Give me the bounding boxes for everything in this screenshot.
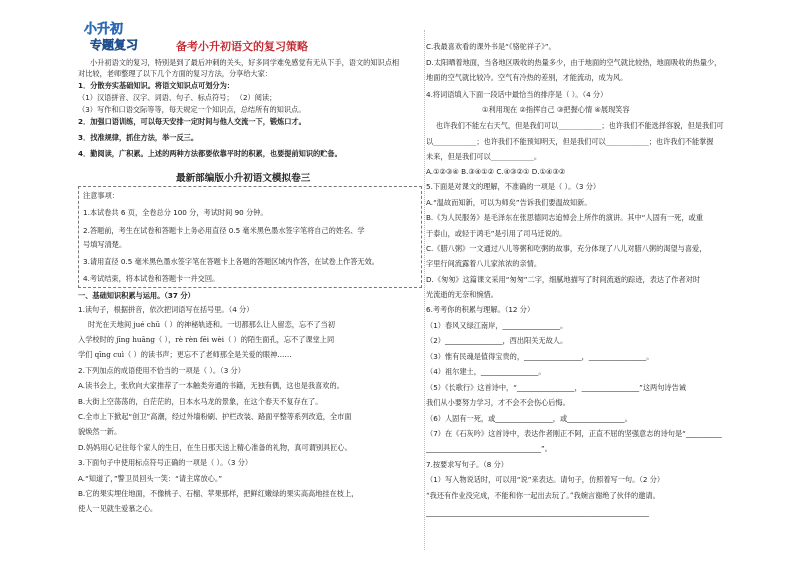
question-line: （1）写入物说话时，可以用“说”来表达。请句子，仿照着写一句。（2 分）	[426, 475, 665, 484]
question-line: 4.将词语填入下面一段话中最恰当的排序是（ ）。（4 分）	[426, 90, 608, 99]
question-line: 6.考考你的积累与理解。（12 分）	[426, 305, 535, 314]
question-line: 于泰山，或轻于鸿毛”是引用了司马迁说的。	[426, 229, 567, 238]
question-line: B.它的果实埋住地面，不像桃子、石榴、苹果那样，把鲜红嫩绿的果实高高地挂在枝上，	[78, 489, 359, 498]
question-line: 入学校时的 jīng huāng（ ），rè rèn fēi wèi（ ）的陌生面孔，忘不了课堂上同	[78, 335, 335, 344]
question-line: 字里行间流露着八儿家浓浓的亲情。	[426, 259, 542, 268]
strategy-line: 1．分散夯实基础知识。将语文知识点可划分为：	[78, 81, 234, 90]
notice-title: 注意事项：	[83, 191, 119, 200]
question-line: ①利用现在 ②指挥自己 ③把握心情 ④展现笑容	[482, 105, 630, 114]
question-line: （6）人固有一死，或________________，或________________。	[426, 414, 632, 423]
question-line: D.妈妈用心记住每个家人的生日，在生日那天送上精心准备的礼物，真可谓别具匠心。	[78, 443, 352, 452]
question-line: C.《腊八粥》一文通过八儿等粥和吃粥的故事，充分体现了八儿对腊八粥的渴望与喜爱，	[426, 244, 707, 253]
question-line: C.我最喜欢看的课外书是“《骆驼祥子》”。	[426, 42, 556, 51]
question-line: 也许我们不能左右天气，但是我们可以____________；也许我们不能选择容貌，但是我们可	[436, 121, 724, 130]
question-line: 时光在天地间 jué chū（ ）的神秘轨迹和。一切都那么让人留恋，忘不了当初	[88, 320, 335, 329]
question-line: 1.读句子，根据拼音，依次把词语写在括号里。（4 分）	[78, 305, 254, 314]
question-line: 5.下面是对课文的理解，不准确的一项是（ ）。（3 分）	[426, 182, 601, 191]
question-line: 貌焕然一新。	[78, 427, 122, 436]
notice-line: 1.本试卷共 6 页，全卷总分 100 分，考试时间 90 分钟。	[83, 208, 268, 217]
section-heading: 一、基础知识积累与运用。（37 分）	[78, 291, 195, 300]
question-line: B.大街上空荡荡的，白茫茫的，日本水马龙的景象，在这个春天不复存在了。	[78, 397, 323, 406]
question-line: 2.下列加点的成语使用不恰当的一项是（ ）。（3 分）	[78, 366, 245, 375]
question-line: D.太阳晒着地面，当各地区吸收的热量多少，由于地面的空气就比较热，地面吸收的热量少，	[426, 58, 722, 67]
question-line: 以____________；也许我们不能预知明天，但是我们可以____________；也许我们不能掌握	[426, 137, 714, 146]
question-line: A.“温故而知新，可以为师矣”告诉我们要温故知新。	[426, 198, 592, 207]
question-line: （3）惟有民魂是值得宝贵的，________________，________________。	[426, 352, 654, 361]
strategy-title: 备考小升初语文的复习策略	[176, 40, 308, 53]
question-line: 光流逝的无奈和惋惜。	[426, 290, 498, 299]
notice-line: 4.考试结束，将本试卷和答题卡一并交回。	[83, 274, 220, 283]
exam-title: 最新部编版小升初语文模拟卷三	[176, 173, 311, 184]
question-line: A.“知道了，”警卫员回头一笑：“请主席放心。”	[78, 474, 223, 483]
question-line: 学们 qīng cuì（ ）的读书声；更忘不了老师那全是关爱的眼神……	[78, 350, 292, 359]
strategy-line: 4．勤阅读，广积累。上述的两种方法都要依靠平时的积累，也要提前知识的贮备。	[78, 149, 342, 158]
notice-line: 2.答题前，考生在试卷和答题卡上务必用直径 0.5 毫米黑色墨水签字笔将自己的姓名、学	[83, 226, 365, 235]
svg-text:专题复习: 专题复习	[90, 38, 139, 52]
logo-image	[82, 18, 160, 52]
question-line: ________________________________”。	[426, 444, 552, 453]
question-line: 3.下面句子中使用标点符号正确的一项是（ ）。（3 分）	[78, 458, 253, 467]
question-line: 7.按要求写句子。（8 分）	[426, 460, 508, 469]
question-line: （4）祖尔建土，________________。	[426, 367, 546, 376]
notice-line: 3.请用直径 0.5 毫米黑色墨水签字笔在答题卡上各题的答题区域内作答，在试卷上作答无效。	[83, 257, 379, 266]
question-line: （1）春风又绿江南岸，________________。	[426, 321, 568, 330]
question-line: B.《为人民服务》是毛泽东在张思德同志追悼会上所作的演讲。其中“人固有一死，或重	[426, 213, 703, 222]
question-line: 我们从小要努力学习，才不会不会伤心后悔。	[426, 398, 570, 407]
question-line: C.全市上下掀起“创卫”高潮，经过外墙粉刷、护栏改装、路面平整等系列改造，全市面	[78, 412, 352, 421]
notice-box	[78, 186, 422, 288]
question-line: 地面的空气就比较冷。空气有冷热的差别，才能流动，成为风。	[426, 73, 628, 82]
question-line: （7）在《石灰吟》这首诗中，表达作者刚正不阿，正直不屈的坚强意志的诗句是“__________	[426, 429, 722, 438]
question-line: A.读书会上，张欣向大家推荐了一本触类旁通的书籍，无独有偶，这也是我喜欢的。	[78, 381, 344, 390]
strategy-line: 2．加强口语训练，可以每天安排一定时间与他人交流一下，锻炼口才。	[78, 117, 306, 126]
question-line: D.《匆匆》这篇课文采用“匆匆”二字，细腻地描写了时间流逝的踪迹，表达了作者对时	[426, 275, 701, 284]
question-line: 使人一见就生爱慕之心。	[78, 504, 158, 513]
column-divider	[424, 30, 425, 550]
svg-text:小升初: 小升初	[84, 22, 124, 37]
strategy-line: （1）汉语拼音、汉字、词语、句子、标点符号； （2）阅读；	[78, 93, 277, 102]
strategy-line: （3）写作和口语交际等等，每天规定一个知识点，总结所有的知识点。	[78, 105, 306, 114]
answer-line: ______________________________________________________________	[426, 508, 649, 517]
question-line: A.①②③④ B.③④①② C.④③②① D.①④③②	[426, 167, 566, 176]
question-line: “我还有作业没完成，不能和你一起出去玩了。”我婉言谢绝了伙伴的邀请。	[426, 491, 660, 500]
strategy-line: 对比较，老师整理了以下几个方面的复习方法，分享给大家：	[78, 69, 273, 78]
question-line: （2）________________，西出阳关无故人。	[426, 336, 568, 345]
strategy-line: 小升初语文的复习，特别是到了最后冲刺的关头，好多同学难免感觉有无从下手，语文的知识点相	[90, 58, 400, 67]
strategy-line: 3．找准规律，抓住方法，举一反三。	[78, 133, 199, 142]
notice-line: 号填写清楚。	[83, 240, 127, 249]
question-line: （5）《长歌行》这首诗中，“________________，________________”这两句诗告诫	[426, 383, 686, 392]
question-line: 未来，但是我们可以____________。	[426, 152, 542, 161]
